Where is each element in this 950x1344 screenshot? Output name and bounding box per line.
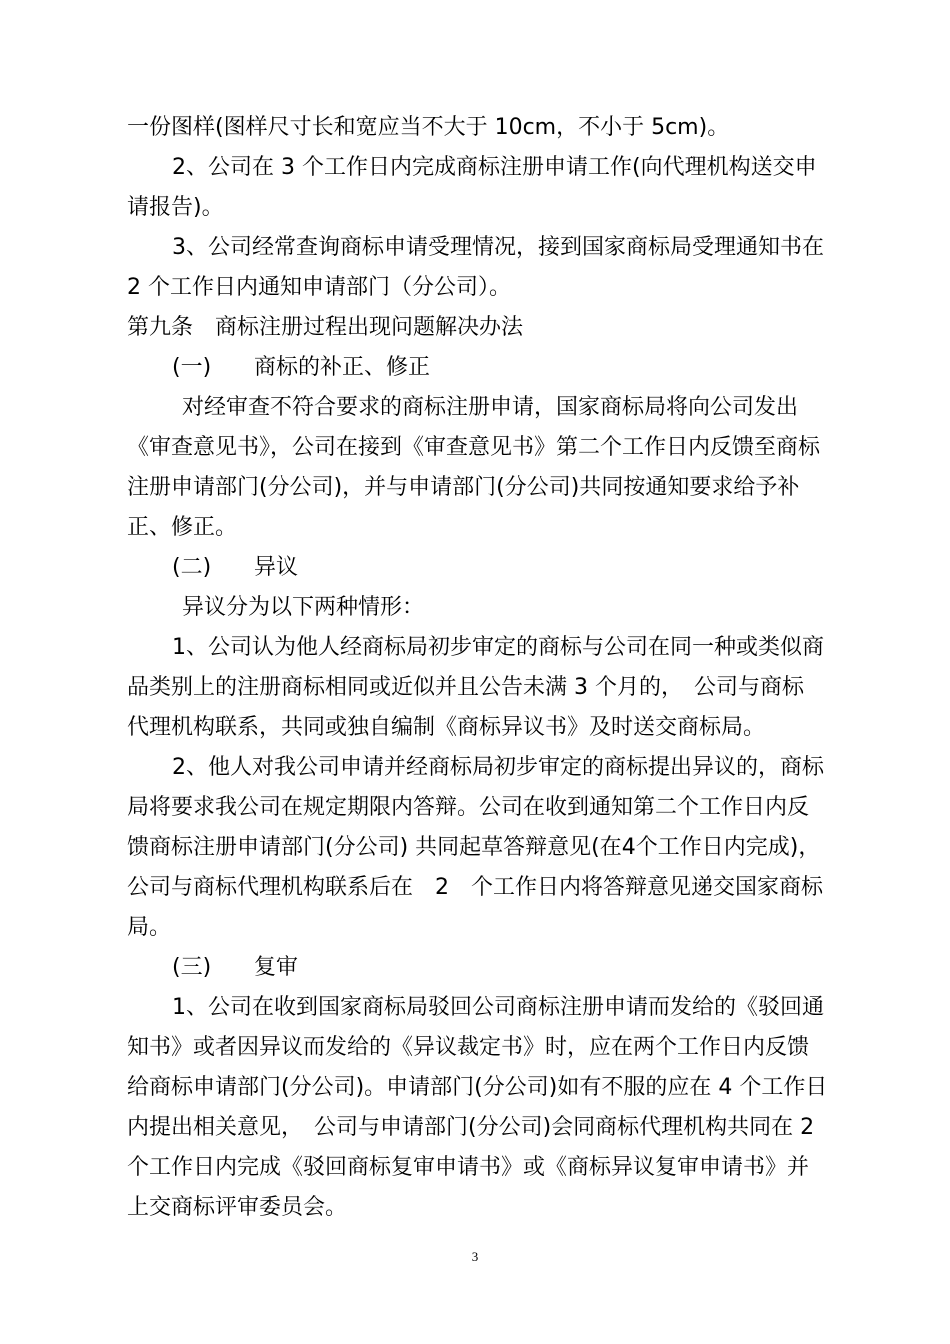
section-heading-2	[127, 548, 827, 588]
paragraph-line: 请报告)。	[127, 195, 224, 220]
section-heading-1	[127, 348, 827, 388]
page-number: 3	[471, 1249, 479, 1264]
paragraph-line: 3、公司经常查询商标申请受理情况，接到国家商标局受理通知书在	[172, 235, 824, 260]
paragraph-line: 正、修正。	[127, 515, 238, 540]
section-heading-3	[127, 948, 827, 988]
paragraph-line: 公司与商标代理机构联系后在 2 个工作日内将答辩意见递交国家商标	[127, 875, 823, 900]
paragraph-line: 局将要求我公司在规定期限内答辩。公司在收到通知第二个工作日内反	[127, 795, 810, 820]
section-number: (一)	[172, 355, 212, 380]
paragraph-line: 2、公司在 3 个工作日内完成商标注册申请工作(向代理机构送交申	[172, 155, 817, 180]
section-number: (二)	[172, 555, 212, 580]
paragraph-line: 一份图样(图样尺寸长和宽应当不大于 10cm，不小于 5cm)。	[127, 115, 730, 140]
section-title: 异议	[254, 555, 299, 580]
paragraph-line: 个工作日内完成《驳回商标复审申请书》或《商标异议复审申请书》并	[127, 1155, 810, 1180]
paragraph-line: 知书》或者因异议而发给的《异议裁定书》时，应在两个工作日内反馈	[127, 1035, 810, 1060]
paragraph-line: 局。	[127, 915, 172, 940]
paragraph-line: 1、公司在收到国家商标局驳回公司商标注册申请而发给的《驳回通	[172, 995, 824, 1020]
paragraph-line: 品类别上的注册商标相同或近似并且公告未满 3 个月的， 公司与商标	[127, 675, 804, 700]
article-heading: 第九条 商标注册过程出现问题解决办法	[127, 315, 524, 340]
paragraph-line: 上交商标评审委员会。	[127, 1195, 348, 1220]
section-number: (三)	[172, 955, 212, 980]
section-title: 复审	[254, 955, 299, 980]
section-title: 商标的补正、修正	[254, 355, 431, 380]
paragraph-line: 注册申请部门(分公司)，并与申请部门(分公司)共同按通知要求给予补	[127, 475, 800, 500]
paragraph-line: 给商标申请部门(分公司)。申请部门(分公司)如有不服的应在 4 个工作日	[127, 1075, 828, 1100]
paragraph-line: 异议分为以下两种情形：	[182, 595, 425, 620]
document-body	[127, 108, 827, 1228]
paragraph-line: 代理机构联系，共同或独自编制《商标异议书》及时送交商标局。	[127, 715, 766, 740]
paragraph-line: 馈商标注册申请部门(分公司) 共同起草答辩意见(在4个工作日内完成)，	[127, 835, 821, 860]
paragraph-line: 2、他人对我公司申请并经商标局初步审定的商标提出异议的，商标	[172, 755, 824, 780]
paragraph-line: 对经审查不符合要求的商标注册申请，国家商标局将向公司发出	[182, 395, 799, 420]
paragraph-line: 2 个工作日内通知申请部门（分公司）。	[127, 275, 511, 300]
paragraph-line: 1、公司认为他人经商标局初步审定的商标与公司在同一种或类似商	[172, 635, 824, 660]
paragraph-line: 内提出相关意见， 公司与申请部门(分公司)会同商标代理机构共同在 2	[127, 1115, 815, 1140]
paragraph-line: 《审查意见书》，公司在接到《审查意见书》第二个工作日内反馈至商标	[127, 435, 821, 460]
